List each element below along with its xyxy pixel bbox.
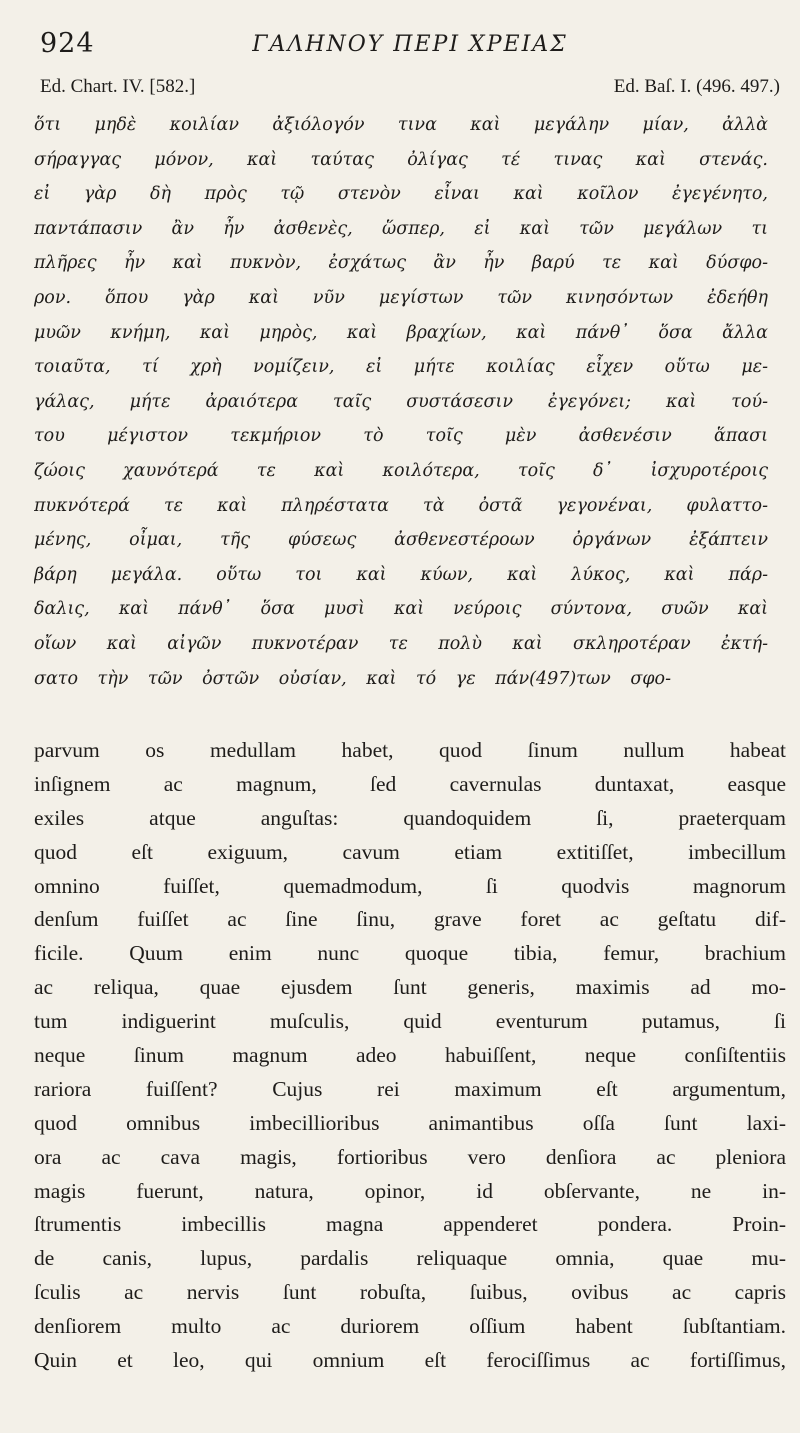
edition-reference-right: Ed. Baſ. I. (496. 497.) bbox=[613, 76, 780, 97]
greek-line: μένης, οἶμαι, τῆς φύσεως ἀσθενεστέροων ὀργάνων ἐξάπτειν bbox=[34, 530, 768, 551]
latin-line: quod eſt exiguum, cavum etiam extitiſſet, imbecillum bbox=[34, 839, 786, 864]
running-title: ΓΑΛΗΝΟΥ ΠΕΡΙ ΧΡΕΙΑΣ bbox=[252, 32, 568, 57]
greek-line: δαλις, καὶ πάνθ᾽ ὅσα μυσὶ καὶ νεύροις σύντονα, συῶν καὶ bbox=[34, 599, 768, 620]
greek-line: σήραγγας μόνον, καὶ ταύτας ὀλίγας τέ τινας καὶ στενάς. bbox=[34, 149, 768, 170]
latin-line: de canis, lupus, pardalis reliquaque omnia, quae mu- bbox=[34, 1246, 786, 1271]
latin-line: ac reliqua, quae ejusdem ſunt generis, maximis ad mo- bbox=[34, 975, 786, 1000]
latin-line: inſignem ac magnum, ſed cavernulas duntaxat, easque bbox=[34, 771, 786, 796]
edition-reference-left: Ed. Chart. IV. [582.] bbox=[40, 76, 196, 97]
latin-line: ora ac cava magis, fortioribus vero denſiora ac pleniora bbox=[34, 1144, 786, 1169]
edition-references bbox=[40, 76, 780, 98]
latin-line: ficile. Quum enim nunc quoque tibia, femur, brachium bbox=[34, 941, 786, 966]
greek-line: βάρη μεγάλα. οὕτω τοι καὶ κύων, καὶ λύκος, καὶ πάρ- bbox=[34, 564, 768, 585]
latin-line: ſtrumentis imbecillis magna appenderet pondera. Proin- bbox=[34, 1212, 786, 1237]
latin-text-block bbox=[34, 734, 786, 1378]
latin-line: exiles atque anguſtas: quandoquidem ſi, praeterquam bbox=[34, 805, 786, 830]
greek-line: παντάπασιν ἂν ἦν ἀσθενὲς, ὥσπερ, εἰ καὶ τῶν μεγάλων τι bbox=[34, 218, 768, 239]
latin-line: quod omnibus imbecillioribus animantibus oſſa ſunt laxi- bbox=[34, 1110, 786, 1135]
latin-line: Quin et leo, qui omnium eſt ferociſſimus ac fortiſſimus, bbox=[34, 1348, 786, 1373]
greek-line: γάλας, μήτε ἀραιότερα ταῖς συστάσεσιν ἐγεγόνει; καὶ τού- bbox=[34, 391, 768, 412]
greek-line: ὅτι μηδὲ κοιλίαν ἀξιόλογόν τινα καὶ μεγάλην μίαν, ἀλλὰ bbox=[34, 115, 768, 135]
greek-line: ζώοις χαυνότερά τε καὶ κοιλότερα, τοῖς δ᾽ ἰσχυροτέροις bbox=[34, 460, 768, 481]
latin-line: neque ſinum magnum adeo habuiſſent, neque conſiſtentiis bbox=[34, 1043, 786, 1068]
greek-line: μυῶν κνήμη, καὶ μηρὸς, καὶ βραχίων, καὶ πάνθ᾽ ὅσα ἄλλα bbox=[34, 322, 768, 343]
latin-line: parvum os medullam habet, quod ſinum nullum habeat bbox=[34, 738, 786, 762]
page-number: 924 bbox=[40, 28, 95, 59]
latin-line: denſum fuiſſet ac ſine ſinu, grave foret ac geſtatu dif- bbox=[34, 907, 786, 932]
greek-line: τοιαῦτα, τί χρὴ νομίζειν, εἰ μήτε κοιλίας εἶχεν οὕτω με- bbox=[34, 357, 768, 378]
latin-line: omnino fuiſſet, quemadmodum, ſi quodvis magnorum bbox=[34, 873, 786, 898]
latin-line: ſculis ac nervis ſunt robuſta, ſuibus, ovibus ac capris bbox=[34, 1280, 786, 1305]
greek-line: πυκνότερά τε καὶ πληρέστατα τὰ ὀστᾶ γεγονέναι, φυλαττο- bbox=[34, 495, 768, 516]
greek-line: οἴων καὶ αἰγῶν πυκνοτέραν τε πολὺ καὶ σκληροτέραν ἐκτή- bbox=[34, 633, 768, 654]
latin-line: denſiorem multo ac duriorem oſſium habent ſubſtantiam. bbox=[34, 1314, 786, 1339]
greek-text-block bbox=[34, 108, 768, 696]
latin-line: tum indiguerint muſculis, quid eventurum putamus, ſi bbox=[34, 1009, 786, 1034]
greek-line: πλῆρες ἦν καὶ πυκνὸν, ἐσχάτως ἂν ἦν βαρύ τε καὶ δύσφο- bbox=[34, 253, 768, 274]
greek-line: σατο τὴν τῶν ὀστῶν οὐσίαν, καὶ τό γε πάν(497)των σφο- bbox=[34, 668, 671, 689]
greek-line: του μέγιστον τεκμήριον τὸ τοῖς μὲν ἀσθενέσιν ἅπασι bbox=[34, 426, 768, 447]
latin-line: magis fuerunt, natura, opinor, id obſervante, ne in- bbox=[34, 1178, 786, 1203]
running-head bbox=[40, 28, 780, 59]
latin-line: rariora fuiſſent? Cujus rei maximum eſt argumentum, bbox=[34, 1076, 786, 1101]
greek-line: εἰ γὰρ δὴ πρὸς τῷ στενὸν εἶναι καὶ κοῖλον ἐγεγένητο, bbox=[34, 184, 768, 205]
greek-line: ρον. ὅπου γὰρ καὶ νῦν μεγίστων τῶν κινησόντων ἐδεήθη bbox=[34, 287, 768, 308]
